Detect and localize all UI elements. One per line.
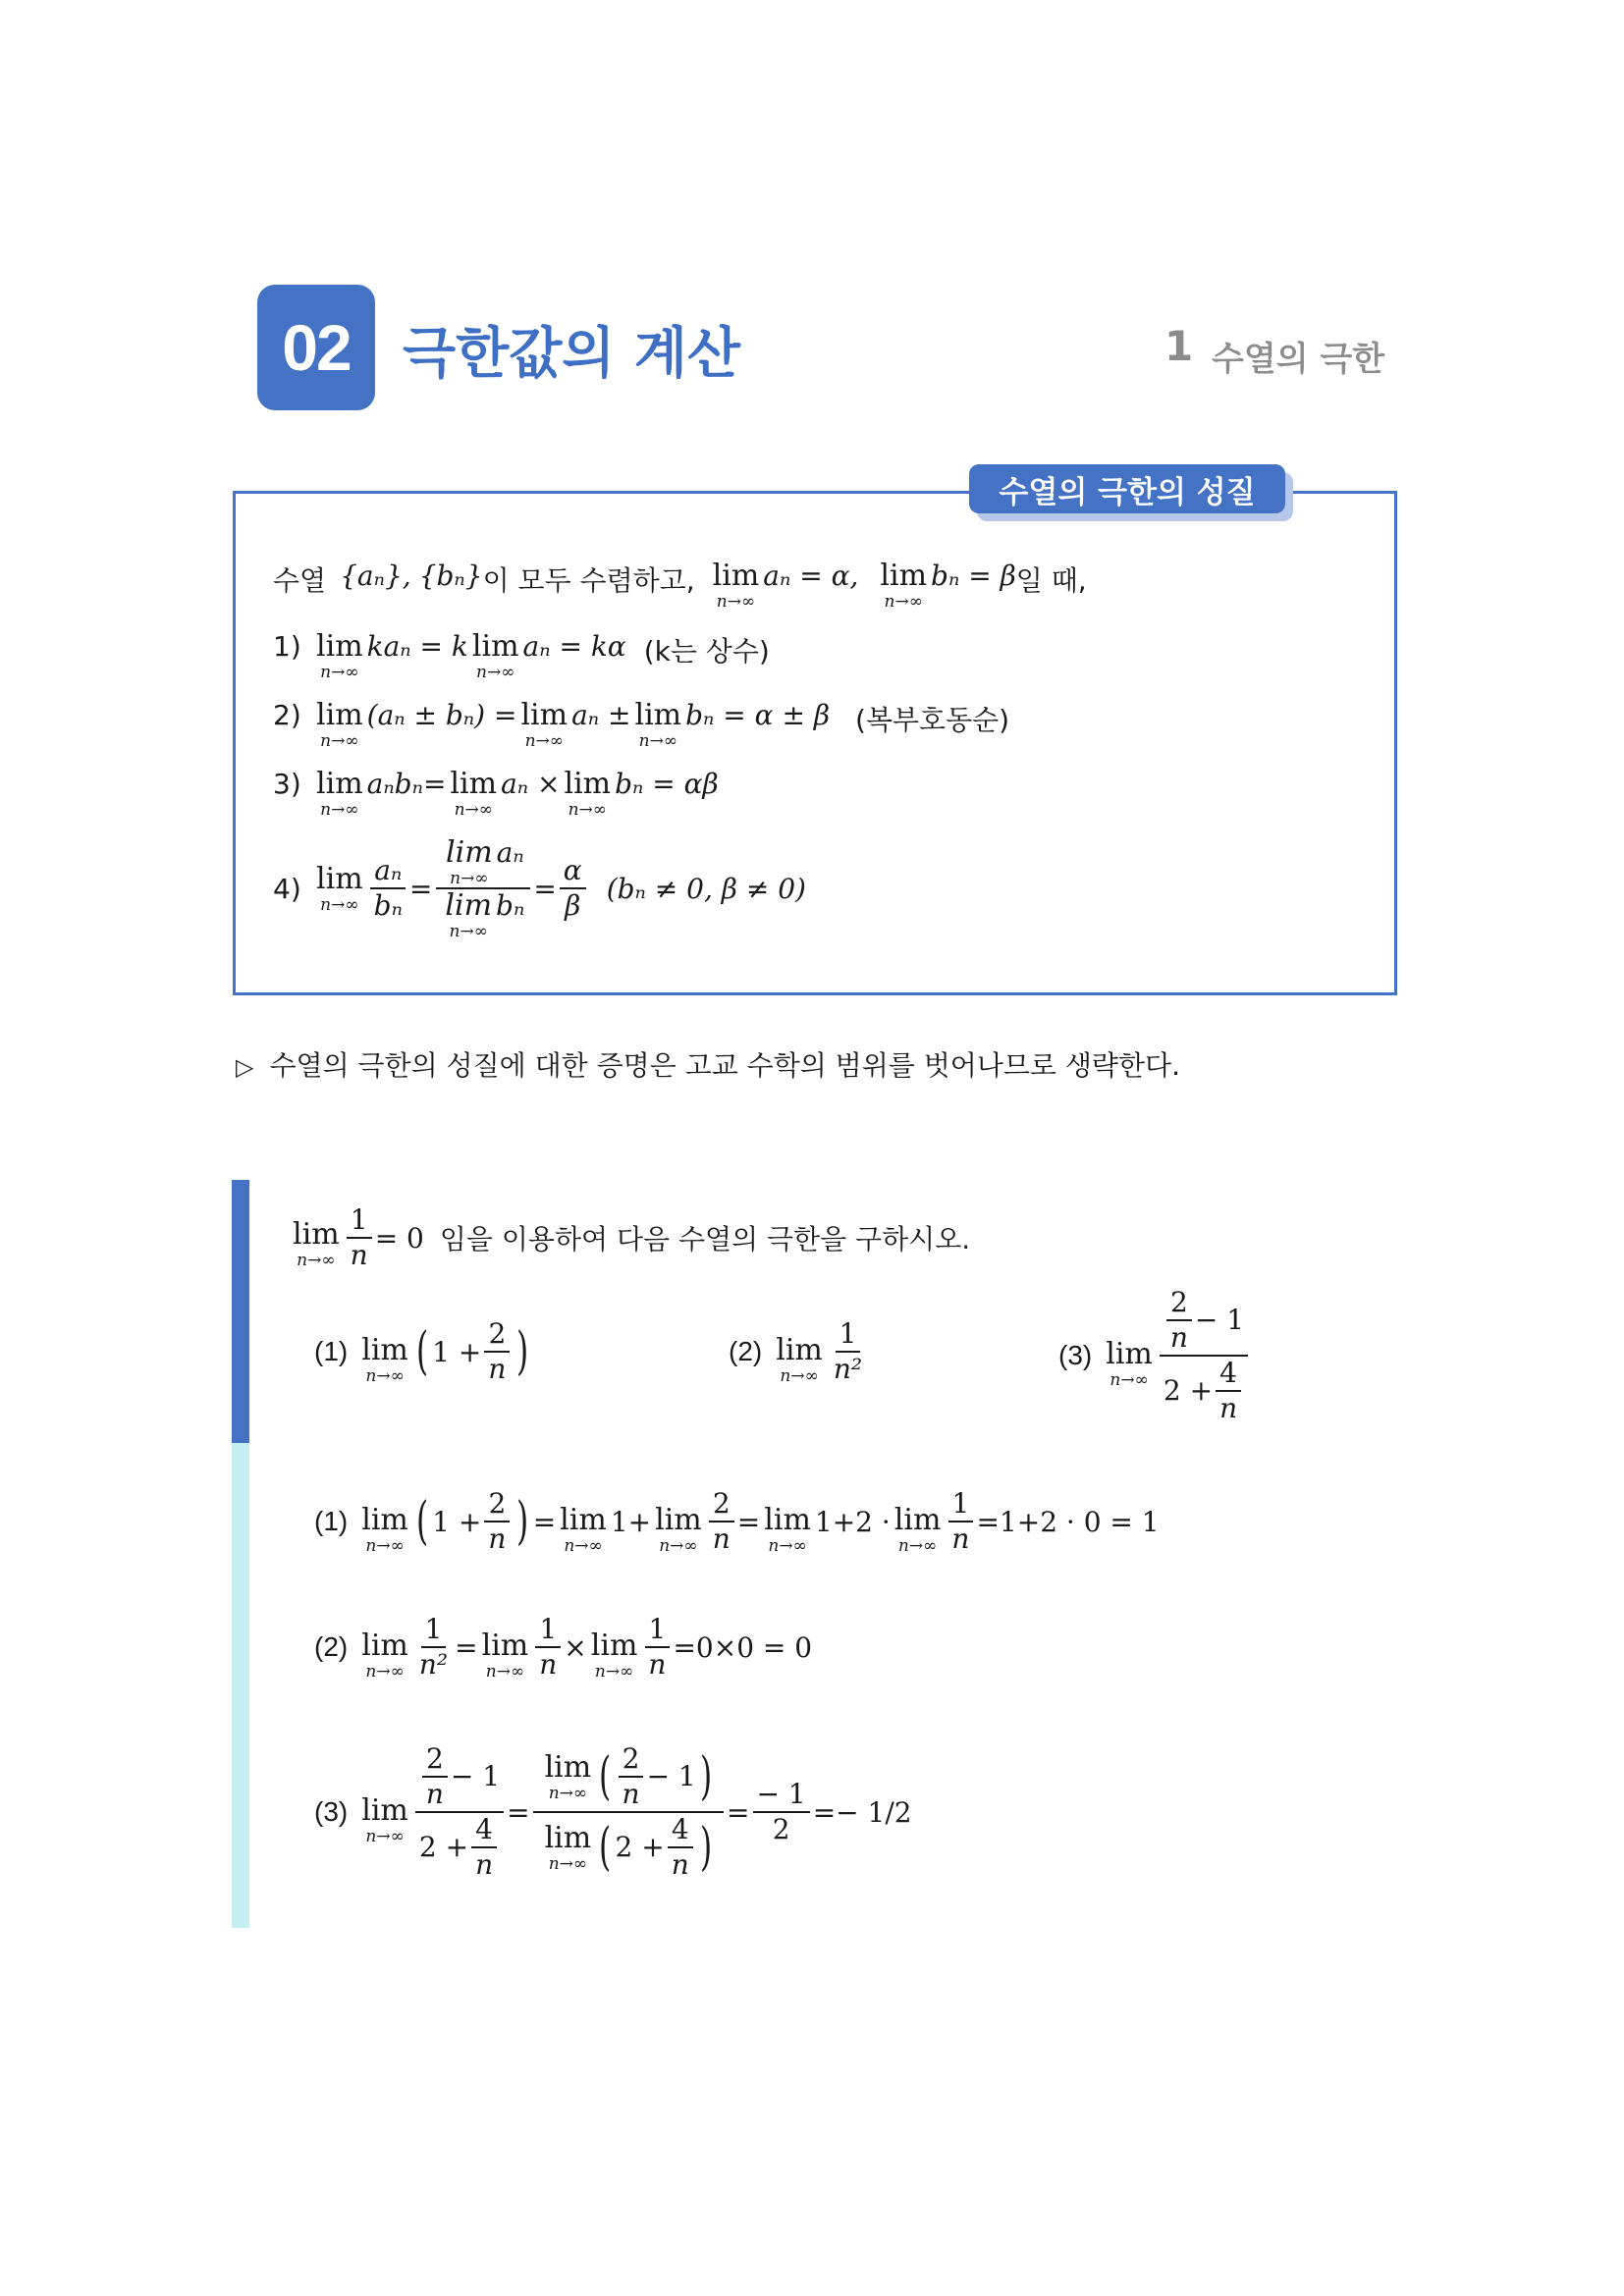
lim-operator: lim n→∞: [564, 767, 612, 820]
problem-1: (1) lim n→∞ ( 1 + $\frac{2}{n}$ ): [314, 1317, 529, 1386]
lim-operator: lim n→∞: [316, 698, 363, 751]
intro-prefix: 수열: [273, 564, 327, 597]
lim-operator: lim n→∞: [316, 767, 363, 820]
lim-operator: lim n→∞: [316, 629, 363, 682]
item-note: (복부호동순): [855, 704, 1010, 736]
problem-label: (2): [729, 1336, 763, 1366]
triangle-icon: ▷: [236, 1053, 254, 1081]
item-part: aₙ ×: [501, 768, 561, 800]
intro-lim-a: aₙ = α,: [763, 560, 859, 592]
example-prompt: [289, 1203, 970, 1272]
prompt-text: 임을 이용하여 다음 수열의 극한을 구하시오.: [439, 1223, 971, 1255]
example-bar: [232, 1180, 249, 1443]
problem-2: (2) lim n→∞ $\frac{1}{\text{n²}}$: [729, 1317, 869, 1386]
chapter-number: 1: [1164, 322, 1194, 370]
lim-operator: lim n→∞: [880, 559, 928, 612]
solution-3: (3) lim n→∞ $\frac{2}{n}$ − 1 2 + $\frac{4}{n}$ = lim n→∞ ( $\frac{2}{n}$ − 1 ) lim n→∞ ( 2 + $\frac{4}{n}$ ) = $\frac{- 1}{2}$ =− 1/2: [314, 1742, 912, 1881]
solution-bar: [232, 1443, 249, 1928]
property-item-1: [273, 630, 770, 681]
item-number: 4): [273, 872, 301, 905]
lim-operator: lim n→∞: [471, 629, 519, 682]
intro-lim-b: bₙ = β: [931, 560, 1016, 592]
item-part: aₙ ±: [571, 699, 631, 731]
problem-3: (3) lim n→∞ $\frac{2}{n}$ − 1 2 + $\frac{4}{n}$: [1058, 1286, 1251, 1425]
property-intro: [273, 560, 1087, 611]
chapter-title: 수열의 극한: [1212, 340, 1385, 379]
lim-operator: lim n→∞: [450, 767, 498, 820]
note-text: 수열의 극한의 성질에 대한 증명은 고교 수학의 범위를 벗어나므로 생략한다.: [269, 1049, 1180, 1082]
lim-operator: lim n→∞: [712, 559, 760, 612]
item-number: 1): [273, 630, 301, 663]
intro-seq-a: {aₙ},: [340, 560, 411, 592]
fraction: $\frac{\text{aₙ}}{\text{bₙ}}$: [370, 854, 406, 923]
intro-seq-b: {bₙ}: [418, 560, 483, 592]
lim-operator: lim n→∞: [293, 1217, 340, 1270]
note-line: [236, 1044, 1180, 1084]
solution-1: (1) lim n→∞ ( 1 + $\frac{2}{n}$ ) = lim n→∞ 1+ lim n→∞ $\frac{2}{n}$ = lim n→∞ 1+2 · lim n→∞ $\frac{1}{n}$ =1+2 · 0 = 1: [314, 1487, 1160, 1556]
property-item-4: 4) lim n→∞ $\frac{\text{aₙ}}{\text{bₙ}}$ = lim n→∞ aₙ lim n→∞ bₙ = $\frac{\alpha}{\beta}$ (bₙ ≠ 0, β ≠ 0): [273, 835, 806, 941]
item-condition: (bₙ ≠ 0, β ≠ 0): [606, 872, 806, 905]
solution-tail: =0×0 = 0: [673, 1630, 813, 1664]
item-note: (k는 상수): [643, 635, 770, 667]
fraction: $\frac{1}{n}$: [347, 1203, 372, 1272]
item-part: bₙ = αβ: [615, 768, 719, 800]
property-box-tag: 수열의 극한의 성질: [969, 464, 1285, 513]
item-part: kaₙ = k: [366, 630, 468, 663]
fraction: $\frac{1}{\text{n²}}$: [833, 1317, 863, 1385]
problem-label: (3): [1058, 1340, 1093, 1370]
fraction: $\frac{\alpha}{\beta}$: [560, 854, 586, 923]
fraction: $\frac{2}{n}$ − 1 2 + $\frac{4}{n}$: [1160, 1286, 1248, 1425]
lim-operator: lim n→∞: [634, 698, 682, 751]
item-part: bₙ = α ± β: [685, 699, 831, 731]
item-part: (aₙ ± bₙ) =: [366, 699, 517, 731]
property-item-2: [273, 699, 1009, 750]
intro-mid: 이 모두 수렴하고,: [482, 564, 695, 597]
item-number: 2): [273, 699, 301, 731]
premise-rhs: = 0: [374, 1221, 424, 1255]
section-badge: 02: [257, 285, 375, 410]
section-title: 극한값의 계산: [403, 322, 741, 386]
problem-label: (1): [314, 1336, 349, 1366]
fraction: lim n→∞ aₙ lim n→∞ bₙ: [435, 836, 530, 940]
fraction: $\frac{2}{n}$: [484, 1317, 510, 1386]
solution-label: (3): [314, 1796, 349, 1827]
item-number: 3): [273, 768, 301, 800]
lim-operator: lim n→∞: [316, 862, 363, 915]
solution-2: (2) lim n→∞ $\frac{1}{\text{n²}}$ = lim n→∞ $\frac{1}{n}$ × lim n→∞ $\frac{1}{n}$ =0×0 = 0: [314, 1613, 813, 1682]
intro-suffix: 일 때,: [1015, 564, 1087, 597]
solution-tail: =− 1/2: [812, 1795, 912, 1829]
item-part: aₙ = kα: [522, 630, 626, 663]
property-item-3: [273, 768, 719, 819]
item-part: aₙbₙ=: [366, 768, 447, 800]
solution-label: (2): [314, 1631, 349, 1662]
lim-operator: lim n→∞: [520, 698, 568, 751]
solution-label: (1): [314, 1506, 349, 1536]
solution-tail: =1+2 · 0 = 1: [976, 1505, 1160, 1538]
